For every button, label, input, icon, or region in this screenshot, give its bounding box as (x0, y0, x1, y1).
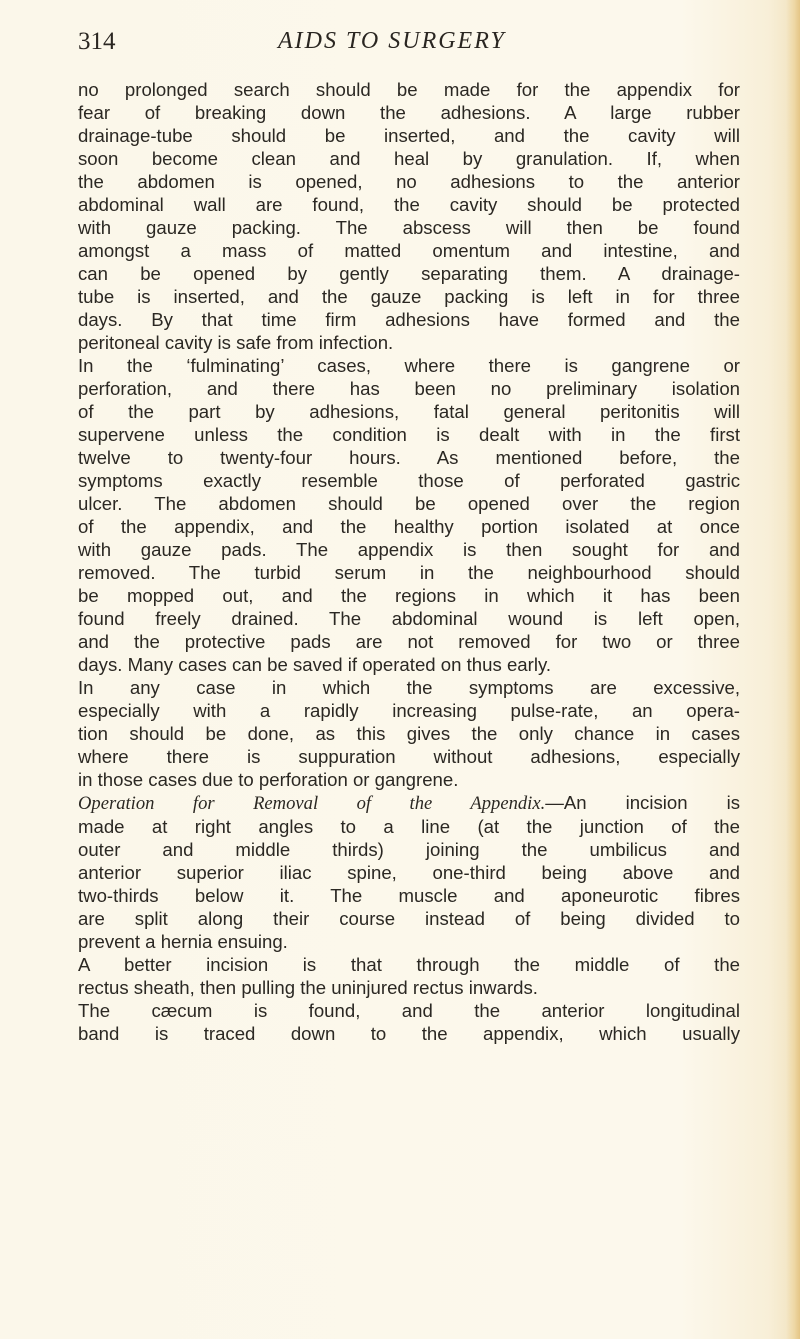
text-line: soon become clean and heal by granulation. If, when (78, 148, 740, 170)
text-line: where there is suppuration without adhesions, especially (78, 746, 740, 768)
page-header (78, 28, 750, 68)
text-line: can be opened by gently separating them. A drainage- (78, 263, 740, 285)
text-line: days. Many cases can be saved if operated on thus early. (78, 654, 552, 676)
text-line: anterior superior iliac spine, one-third being above and (78, 861, 740, 883)
text-line: be mopped out, and the regions in which it has been (78, 585, 740, 607)
text-line: prevent a hernia ensuing. (78, 930, 288, 952)
text-line: the abdomen is opened, no adhesions to the anterior (78, 171, 740, 193)
text-line: In the ‘fulminating’ cases, where there is gangrene or (78, 355, 740, 377)
text-line (78, 791, 740, 814)
text-line: especially with a rapidly increasing pulse-rate, an opera- (78, 700, 740, 722)
text-line: supervene unless the condition is dealt with in the first (78, 424, 740, 446)
text-line: tube is inserted, and the gauze packing is left in for three (78, 286, 740, 308)
page-number: 314 (78, 28, 116, 55)
text-line: tion should be done, as this gives the only chance in cases (78, 723, 740, 745)
text-line: A better incision is that through the middle of the (78, 953, 740, 975)
text-line: no prolonged search should be made for the appendix for (78, 79, 740, 100)
text-line: days. By that time firm adhesions have formed and the (78, 309, 740, 331)
text-line: of the appendix, and the healthy portion isolated at once (78, 516, 740, 538)
body-text (78, 78, 740, 1045)
text-line: fear of breaking down the adhesions. A large rubber (78, 102, 740, 124)
text-line: In any case in which the symptoms are excessive, (78, 677, 740, 699)
text-line: with gauze pads. The appendix is then sought for and (78, 539, 740, 561)
text-line: found freely drained. The abdominal wound is left open, (78, 608, 740, 630)
section-heading: Operation for Removal of the Appendix. (78, 793, 546, 815)
text-line: two-thirds below it. The muscle and aponeurotic fibres (78, 884, 740, 906)
text-line: abdominal wall are found, the cavity should be protected (78, 194, 740, 216)
text-line: in those cases due to perforation or gangrene. (78, 769, 459, 791)
text-line: perforation, and there has been no preliminary isolation (78, 378, 740, 400)
heading-continuation: —An incision is (545, 792, 740, 814)
text-line: are split along their course instead of being divided to (78, 907, 740, 929)
running-head: AIDS TO SURGERY (278, 28, 506, 54)
text-line: amongst a mass of matted omentum and intestine, and (78, 240, 740, 262)
text-line: band is traced down to the appendix, which usually (78, 1022, 740, 1044)
text-line: drainage-tube should be inserted, and the cavity will (78, 125, 740, 147)
text-line: outer and middle thirds) joining the umbilicus and (78, 838, 740, 860)
text-line: of the part by adhesions, fatal general peritonitis will (78, 401, 740, 423)
text-line: made at right angles to a line (at the junction of the (78, 815, 740, 837)
text-line: The cæcum is found, and the anterior longitudinal (78, 999, 740, 1021)
text-line: symptoms exactly resemble those of perforated gastric (78, 470, 740, 492)
text-line: twelve to twenty-four hours. As mentioned before, the (78, 447, 740, 469)
text-line: and the protective pads are not removed for two or three (78, 631, 740, 653)
page-edge-shadow (786, 0, 800, 1339)
text-line: peritoneal cavity is safe from infection. (78, 332, 394, 354)
text-line: with gauze packing. The abscess will then be found (78, 217, 740, 239)
text-line: rectus sheath, then pulling the uninjured rectus inwards. (78, 976, 538, 998)
text-line: ulcer. The abdomen should be opened over the region (78, 493, 740, 515)
text-line: removed. The turbid serum in the neighbourhood should (78, 562, 740, 584)
